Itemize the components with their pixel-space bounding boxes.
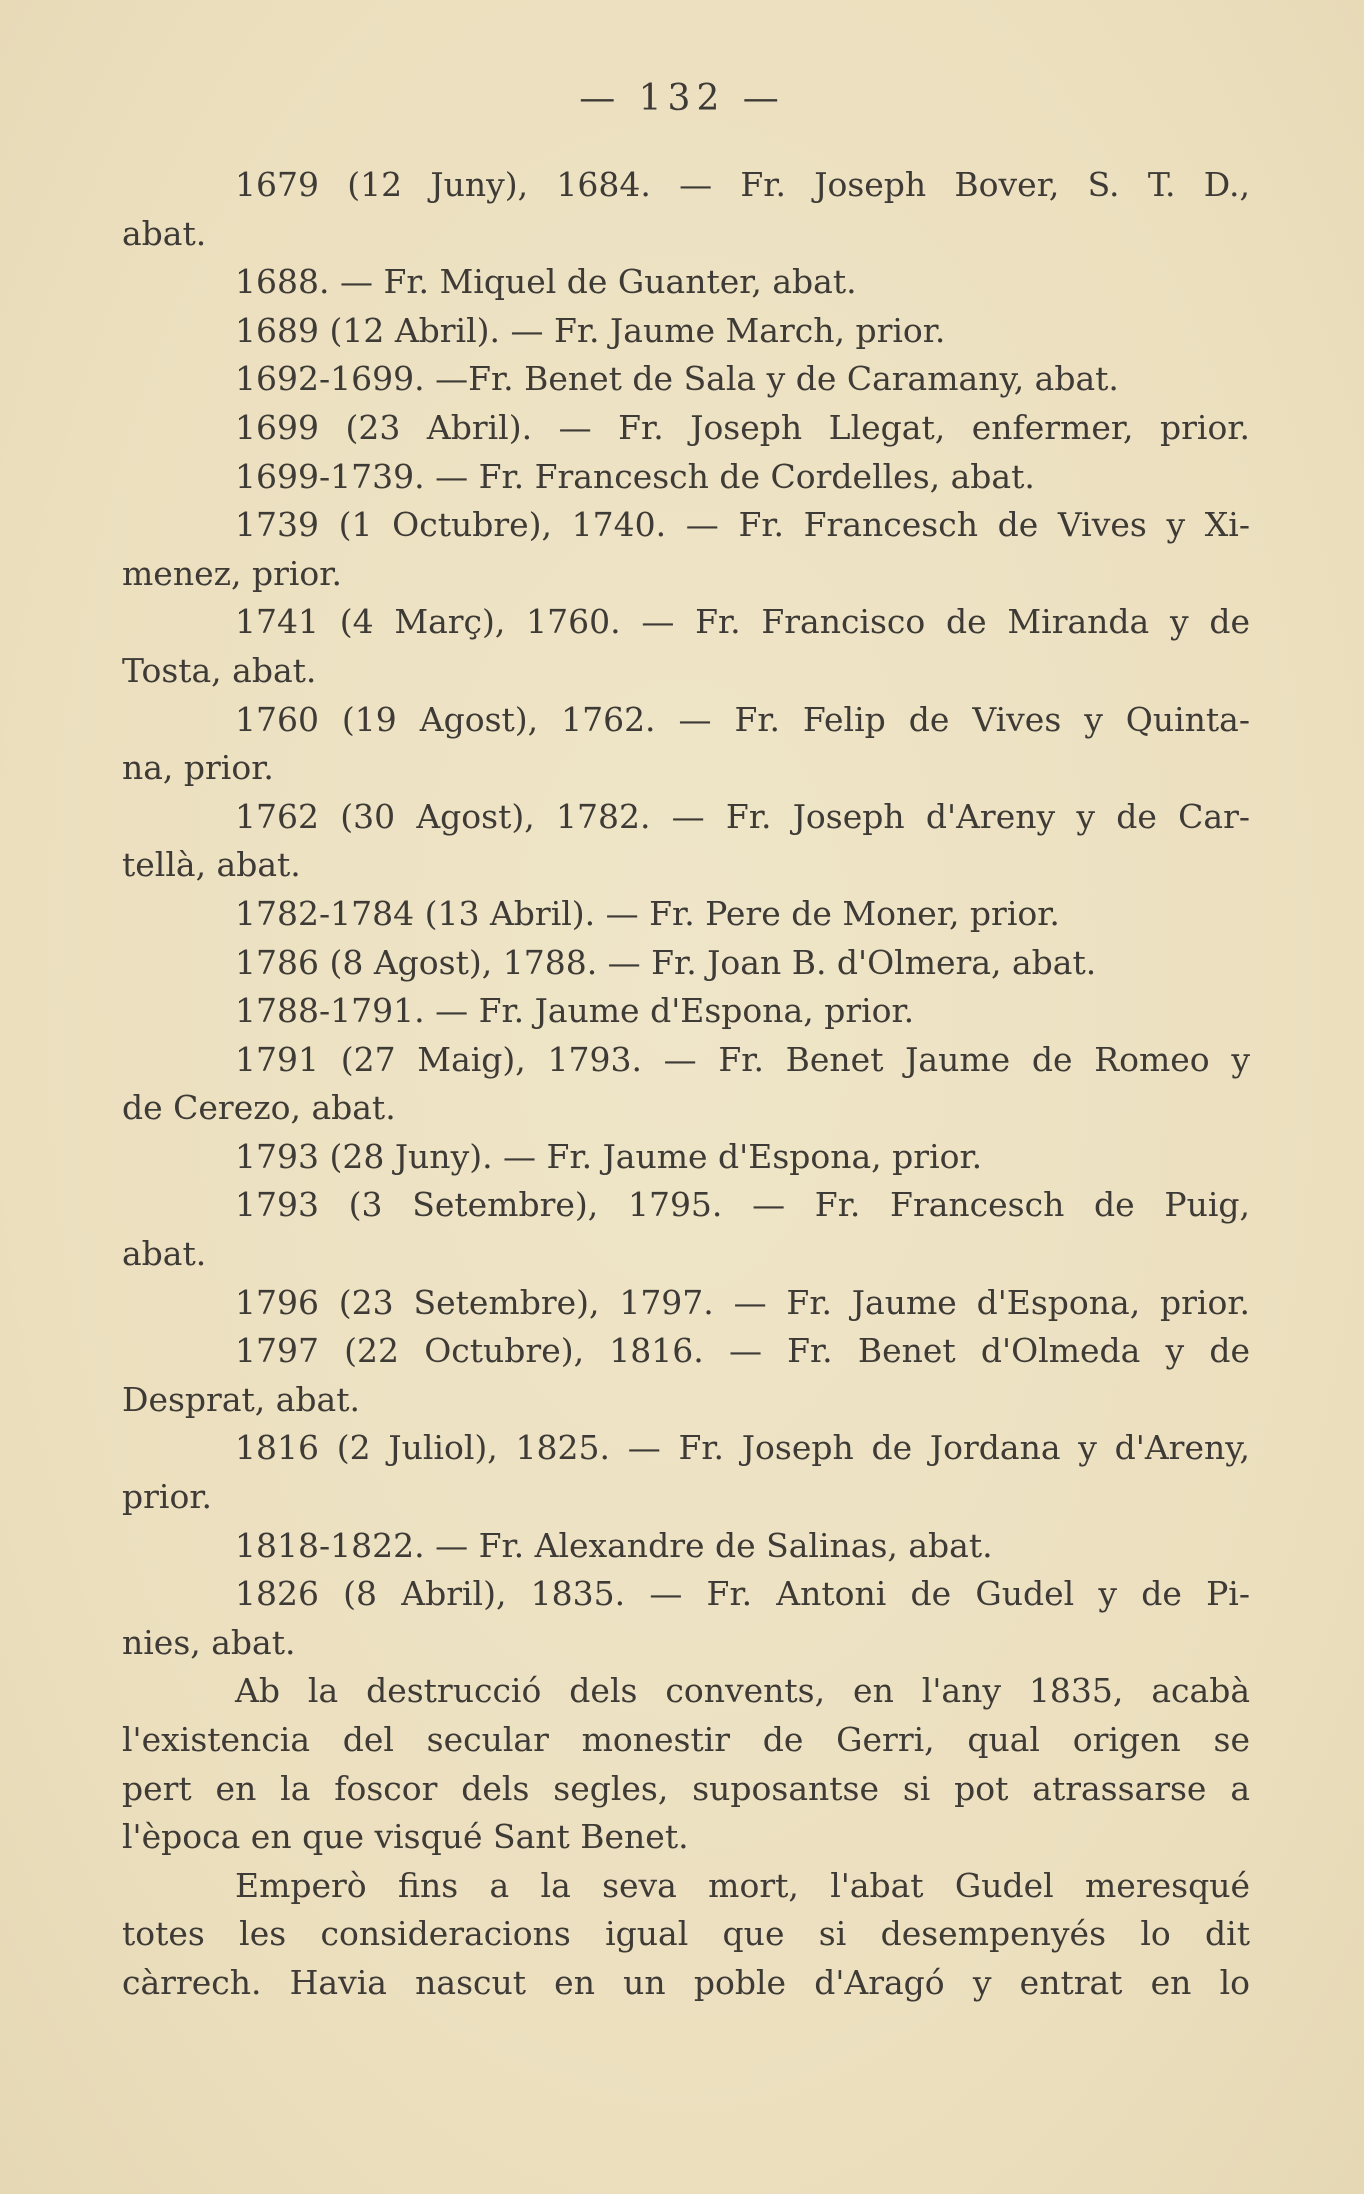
text-line: abat. xyxy=(122,213,207,253)
text-line: 1688. — Fr. Miquel de Guanter, abat. xyxy=(235,262,857,302)
text-line: totes les consideracions igual que si desempenyés lo dit xyxy=(122,1914,1250,1954)
text-line: Tosta, abat. xyxy=(122,650,317,690)
text-line: Ab la destrucció dels convents, en l'any 1835, acabà xyxy=(235,1671,1250,1711)
body-text xyxy=(122,161,1250,2008)
text-line: menez, prior. xyxy=(122,553,342,593)
text-line: pert en la foscor dels segles, suposantse si pot atrassarse a xyxy=(122,1768,1250,1808)
text-line: 1816 (2 Juliol), 1825. — Fr. Joseph de Jordana y d'Areny, xyxy=(235,1428,1250,1468)
text-line: 1739 (1 Octubre), 1740. — Fr. Francesch de Vives y Xi- xyxy=(235,505,1250,545)
text-line: prior. xyxy=(122,1477,212,1517)
text-line: na, prior. xyxy=(122,748,274,788)
text-line: 1797 (22 Octubre), 1816. — Fr. Benet d'Olmeda y de xyxy=(235,1331,1250,1371)
text-line: 1826 (8 Abril), 1835. — Fr. Antoni de Gudel y de Pi- xyxy=(235,1574,1250,1614)
text-line: 1782-1784 (13 Abril). — Fr. Pere de Moner, prior. xyxy=(235,893,1060,933)
page-number: — 132 — xyxy=(579,78,785,119)
text-line: tellà, abat. xyxy=(122,845,301,885)
text-line: 1760 (19 Agost), 1762. — Fr. Felip de Vives y Quinta- xyxy=(235,699,1250,739)
text-line: càrrech. Havia nascut en un poble d'Aragó y entrat en lo xyxy=(122,1962,1250,2002)
text-line: 1793 (3 Setembre), 1795. — Fr. Francesch de Puig, xyxy=(235,1185,1250,1225)
text-line: 1692-1699. —Fr. Benet de Sala y de Caramany, abat. xyxy=(235,359,1119,399)
text-line: 1786 (8 Agost), 1788. — Fr. Joan B. d'Olmera, abat. xyxy=(235,942,1097,982)
text-line: 1699 (23 Abril). — Fr. Joseph Llegat, enfermer, prior. xyxy=(235,407,1250,447)
text-line: 1689 (12 Abril). — Fr. Jaume March, prior. xyxy=(235,310,946,350)
text-line: 1679 (12 Juny), 1684. — Fr. Joseph Bover, S. T. D., xyxy=(235,165,1250,204)
text-line: 1796 (23 Setembre), 1797. — Fr. Jaume d'Espona, prior. xyxy=(235,1282,1250,1322)
text-line: de Cerezo, abat. xyxy=(122,1088,396,1128)
text-line: 1741 (4 Març), 1760. — Fr. Francisco de Miranda y de xyxy=(235,602,1250,642)
text-line: 1793 (28 Juny). — Fr. Jaume d'Espona, prior. xyxy=(235,1136,983,1176)
text-line: 1788-1791. — Fr. Jaume d'Espona, prior. xyxy=(235,991,915,1031)
text-line: 1699-1739. — Fr. Francesch de Cordelles, abat. xyxy=(235,456,1035,496)
text-line: abat. xyxy=(122,1234,207,1274)
text-line: l'existencia del secular monestir de Gerri, qual origen se xyxy=(122,1720,1250,1759)
text-line: 1818-1822. — Fr. Alexandre de Salinas, abat. xyxy=(235,1525,993,1565)
text-line: Desprat, abat. xyxy=(122,1379,360,1419)
text-line: 1762 (30 Agost), 1782. — Fr. Joseph d'Areny y de Car- xyxy=(235,796,1250,836)
text-line: nies, abat. xyxy=(122,1622,296,1662)
text-line: Emperò fins a la seva mort, l'abat Gudel meresqué xyxy=(235,1865,1250,1905)
text-line: l'època en que visqué Sant Benet. xyxy=(122,1817,689,1857)
text-line: 1791 (27 Maig), 1793. — Fr. Benet Jaume de Romeo y xyxy=(235,1039,1250,1079)
